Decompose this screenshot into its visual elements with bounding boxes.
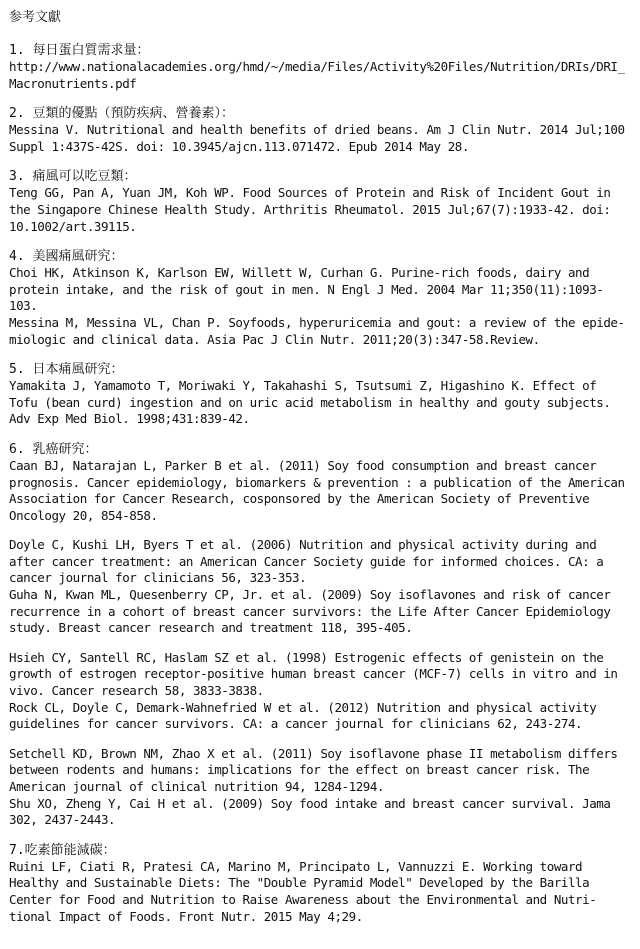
section-heading: 3. 痛風可以吃豆類： xyxy=(9,169,137,185)
reference-line: Hsieh CY, Santell RC, Haslam SZ et al. (1998) Estrogenic effects of genistein on the xyxy=(9,649,604,665)
reference-block xyxy=(9,537,640,637)
reference-line: Healthy and Sustainable Diets: The "Double Pyramid Model" Developed by the Barilla xyxy=(9,875,590,891)
reference-line: protein intake, and the risk of gout in men. N Engl J Med. 2004 Mar 11;350(11):1093- xyxy=(9,281,604,297)
section-heading: 1. 每日蛋白質需求量： xyxy=(9,43,150,58)
reference-section-7 xyxy=(9,842,640,925)
section-heading: 2. 豆類的優點（預防疾病、營養素）： xyxy=(9,106,234,122)
reference-block xyxy=(9,746,640,829)
reference-section-3 xyxy=(9,168,640,235)
spacer xyxy=(9,155,640,168)
reference-line: Messina V. Nutritional and health benefits of dried beans. Am J Clin Nutr. 2014 Jul;100 xyxy=(9,122,625,138)
reference-line: recurrence in a cohort of breast cancer survivors: the Life After Cancer Epidemiology xyxy=(9,603,611,619)
reference-line: Macronutrients.pdf xyxy=(9,75,137,91)
spacer xyxy=(9,348,640,361)
reference-line: American journal of clinical nutrition 94, 1284-1294. xyxy=(9,779,385,794)
reference-line: Yamakita J, Yamamoto T, Moriwaki Y, Takahashi S, Tsutsumi Z, Higashino K. Effect of xyxy=(9,378,597,394)
reference-section-2 xyxy=(9,105,640,155)
reference-block xyxy=(9,650,640,733)
reference-line: Rock CL, Doyle C, Demark-Wahnefried W et al. (2012) Nutrition and physical activity xyxy=(9,699,597,715)
reference-line: prognosis. Cancer epidemiology, biomarkers & prevention : a publication of the American xyxy=(9,474,625,490)
reference-line: after cancer treatment: an American Cancer Society guide for informed choices. CA: a xyxy=(9,553,604,569)
reference-line: Tofu (bean curd) ingestion and on uric acid metabolism in healthy and gouty subjects. xyxy=(9,394,611,410)
spacer xyxy=(9,524,640,537)
reference-section-6 xyxy=(9,441,640,829)
reference-line: Doyle C, Kushi LH, Byers T et al. (2006) Nutrition and physical activity during and xyxy=(9,537,597,553)
reference-line: Suppl 1:437S-42S. doi: 10.3945/ajcn.113.071472. Epub 2014 May 28. xyxy=(9,138,469,154)
reference-section-1 xyxy=(9,42,640,92)
reference-line: study. Breast cancer research and treatment 118, 395-405. xyxy=(9,620,413,636)
spacer xyxy=(9,428,640,441)
reference-line: between rodents and humans: implications for the effect on breast cancer risk. The xyxy=(9,762,590,778)
reference-line: Shu XO, Zheng Y, Cai H et al. (2009) Soy food intake and breast cancer survival. Jama xyxy=(9,795,611,811)
reference-line: cancer journal for clinicians 56, 323-353. xyxy=(9,570,307,586)
reference-line: 103. xyxy=(9,298,38,314)
reference-line: miologic and clinical data. Asia Pac J Clin Nutr. 2011;20(3):347-58.Review. xyxy=(9,331,540,347)
reference-line: Setchell KD, Brown NM, Zhao X et al. (2011) Soy isoflavone phase II metabolism differs xyxy=(9,745,618,761)
section-heading: 6. 乳癌研究： xyxy=(9,441,98,457)
reference-line: Teng GG, Pan A, Yuan JM, Koh WP. Food Sources of Protein and Risk of Incident Gout in xyxy=(9,185,611,201)
reference-line: Caan BJ, Natarajan L, Parker B et al. (2011) Soy food consumption and breast cancer xyxy=(9,457,597,473)
reference-line: Association for Cancer Research, cosponsored by the American Society of Preventive xyxy=(9,491,590,507)
reference-section-4 xyxy=(9,248,640,348)
spacer xyxy=(9,733,640,746)
reference-line: growth of estrogen receptor-positive human breast cancer (MCF-7) cells in vitro and in xyxy=(9,666,618,682)
section-heading: 4. 美國痛風研究： xyxy=(9,249,124,265)
spacer xyxy=(9,92,640,105)
reference-line: tional Impact of Foods. Front Nutr. 2015 May 4;29. xyxy=(9,908,363,924)
reference-section-5 xyxy=(9,361,640,428)
spacer xyxy=(9,26,640,42)
reference-block xyxy=(9,458,640,524)
reference-line: 10.1002/art.39115. xyxy=(9,218,137,234)
reference-line: Oncology 20, 854-858. xyxy=(9,507,158,523)
section-heading: 5. 日本痛風研究： xyxy=(9,362,124,378)
spacer xyxy=(9,829,640,842)
spacer xyxy=(9,637,640,650)
reference-line: Guha N, Kwan ML, Quesenberry CP, Jr. et al. (2009) Soy isoflavones and risk of cancer xyxy=(9,587,611,603)
reference-line: Choi HK, Atkinson K, Karlson EW, Willett W, Curhan G. Purine-rich foods, dairy and xyxy=(9,265,590,281)
reference-line: the Singapore Chinese Health Study. Arthritis Rheumatol. 2015 Jul;67(7):1933-42. doi: xyxy=(9,201,611,217)
spacer xyxy=(9,235,640,248)
reference-line: Ruini LF, Ciati R, Pratesi CA, Marino M, Principato L, Vannuzzi E. Working toward xyxy=(9,858,583,874)
reference-line: http://www.nationalacademies.org/hmd/~/media/Files/Activity%20Files/Nutrition/DRIs/DRI_ xyxy=(9,59,625,74)
section-heading: 7.吃素節能減碳： xyxy=(9,842,116,858)
reference-line: vivo. Cancer research 58, 3833-3838. xyxy=(9,683,264,699)
reference-line: Adv Exp Med Biol. 1998;431:839-42. xyxy=(9,411,250,427)
reference-line: 302, 2437-2443. xyxy=(9,812,116,828)
reference-line: Center for Food and Nutrition to Raise Awareness about the Environmental and Nutri- xyxy=(9,891,597,907)
reference-line: guidelines for cancer survivors. CA: a cancer journal for clinicians 62, 243-274. xyxy=(9,716,583,732)
reference-line: Messina M, Messina VL, Chan P. Soyfoods, hyperuricemia and gout: a review of the epide- xyxy=(9,314,625,330)
document-title: 参考文獻 xyxy=(9,10,62,25)
